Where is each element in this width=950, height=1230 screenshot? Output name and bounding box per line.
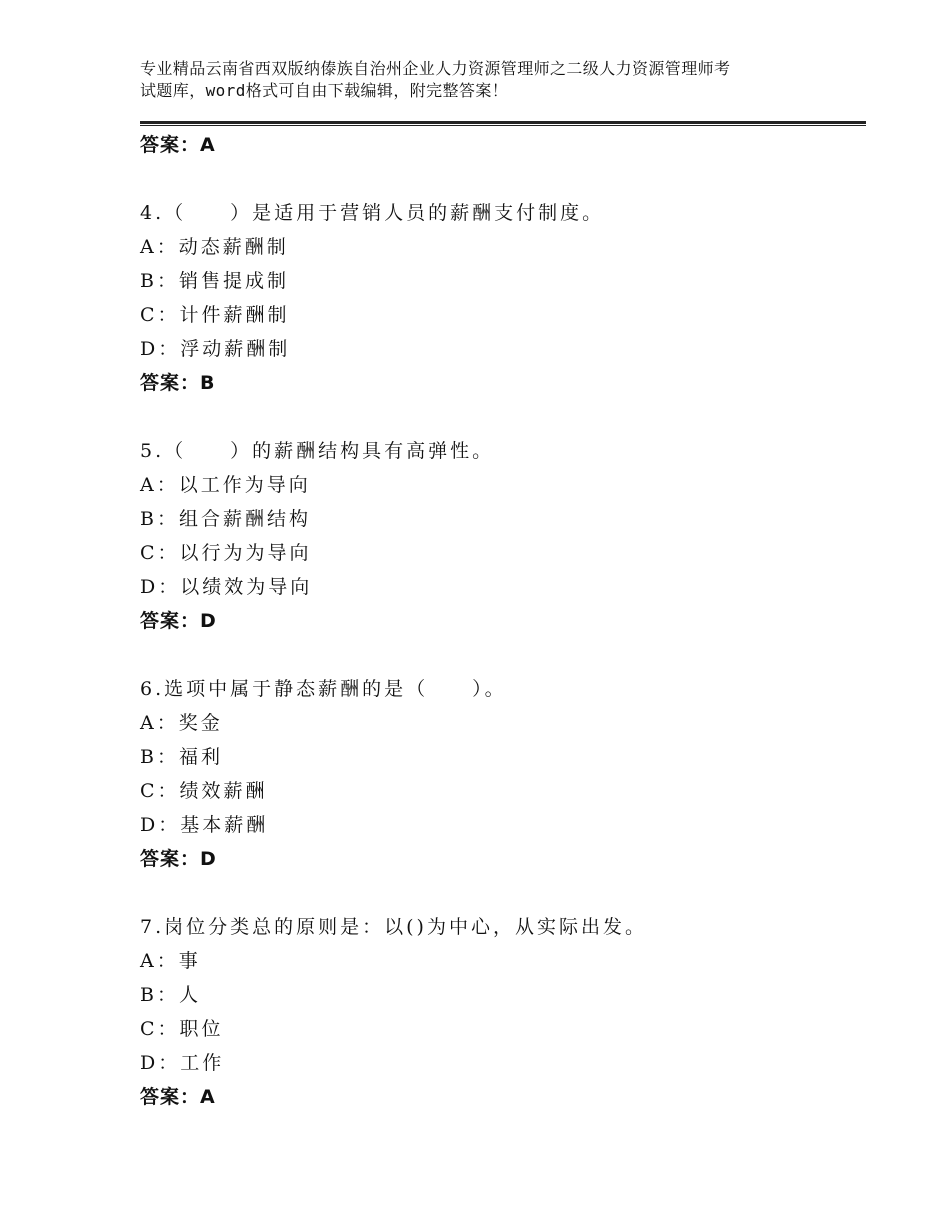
question-answer: 答案：A [140, 1086, 216, 1108]
question-stem: 5.（ ）的薪酬结构具有高弹性。 [140, 440, 495, 462]
option-d: D：以绩效为导向 [140, 576, 313, 598]
question-7 [140, 910, 860, 1114]
option-b: B：福利 [140, 746, 223, 768]
question-answer: 答案：B [140, 372, 216, 394]
question-answer: 答案：D [140, 848, 217, 870]
header-divider [140, 121, 866, 126]
option-b: B：销售提成制 [140, 270, 289, 292]
option-b: B：组合薪酬结构 [140, 508, 311, 530]
option-d: D：浮动薪酬制 [140, 338, 291, 360]
option-a: A：动态薪酬制 [140, 236, 289, 258]
option-a: A：奖金 [140, 712, 223, 734]
question-answer: 答案：D [140, 610, 217, 632]
option-b: B：人 [140, 984, 201, 1006]
question-stem: 7.岗位分类总的原则是：以()为中心，从实际出发。 [140, 916, 647, 938]
question-4 [140, 196, 860, 400]
option-c: C：以行为为导向 [140, 542, 312, 564]
question-5 [140, 434, 860, 638]
option-c: C：职位 [140, 1018, 224, 1040]
option-d: D：工作 [140, 1052, 225, 1074]
option-d: D：基本薪酬 [140, 814, 269, 836]
option-a: A：以工作为导向 [140, 474, 311, 496]
question-list [140, 128, 860, 1114]
question-stem: 4.（ ）是适用于营销人员的薪酬支付制度。 [140, 202, 605, 224]
option-c: C：绩效薪酬 [140, 780, 268, 802]
option-c: C：计件薪酬制 [140, 304, 290, 326]
header-line-2: 试题库，word格式可自由下载编辑，附完整答案！ [140, 81, 509, 100]
question-stem: 6.选项中属于静态薪酬的是（ ）。 [140, 678, 507, 700]
page-header [140, 58, 840, 102]
header-line-1: 专业精品云南省西双版纳傣族自治州企业人力资源管理师之二级人力资源管理师考 [140, 59, 731, 78]
previous-answer: 答案：A [140, 134, 216, 156]
question-6 [140, 672, 860, 876]
option-a: A：事 [140, 950, 201, 972]
